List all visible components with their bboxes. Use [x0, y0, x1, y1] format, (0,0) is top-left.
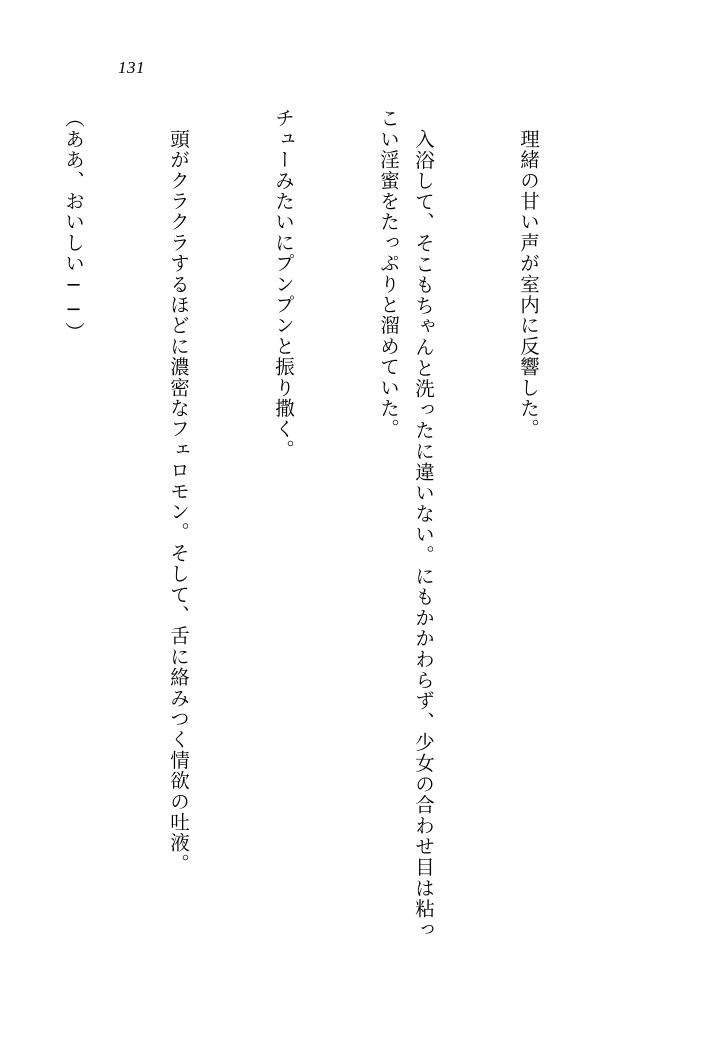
paragraph: （ああ、おいしい──） — [62, 108, 85, 343]
paragraph: チューみたいにプンプンと振り撒く。 — [272, 108, 295, 460]
paragraph: 入浴して、そこもちゃんと洗ったに違いない。にもかかわらず、少女の合わせ目は粘っこい淫蜜をたっぷりと溜めていた。 — [377, 108, 435, 940]
page-body — [62, 108, 616, 940]
page-number: 131 — [118, 58, 145, 77]
paragraph: 頭がクラクラするほどに濃密なフェロモン。そして、舌に絡みつく情欲の吐液。 — [167, 108, 190, 874]
paragraph: 理緒の甘い声が室内に反響した。 — [517, 108, 540, 440]
